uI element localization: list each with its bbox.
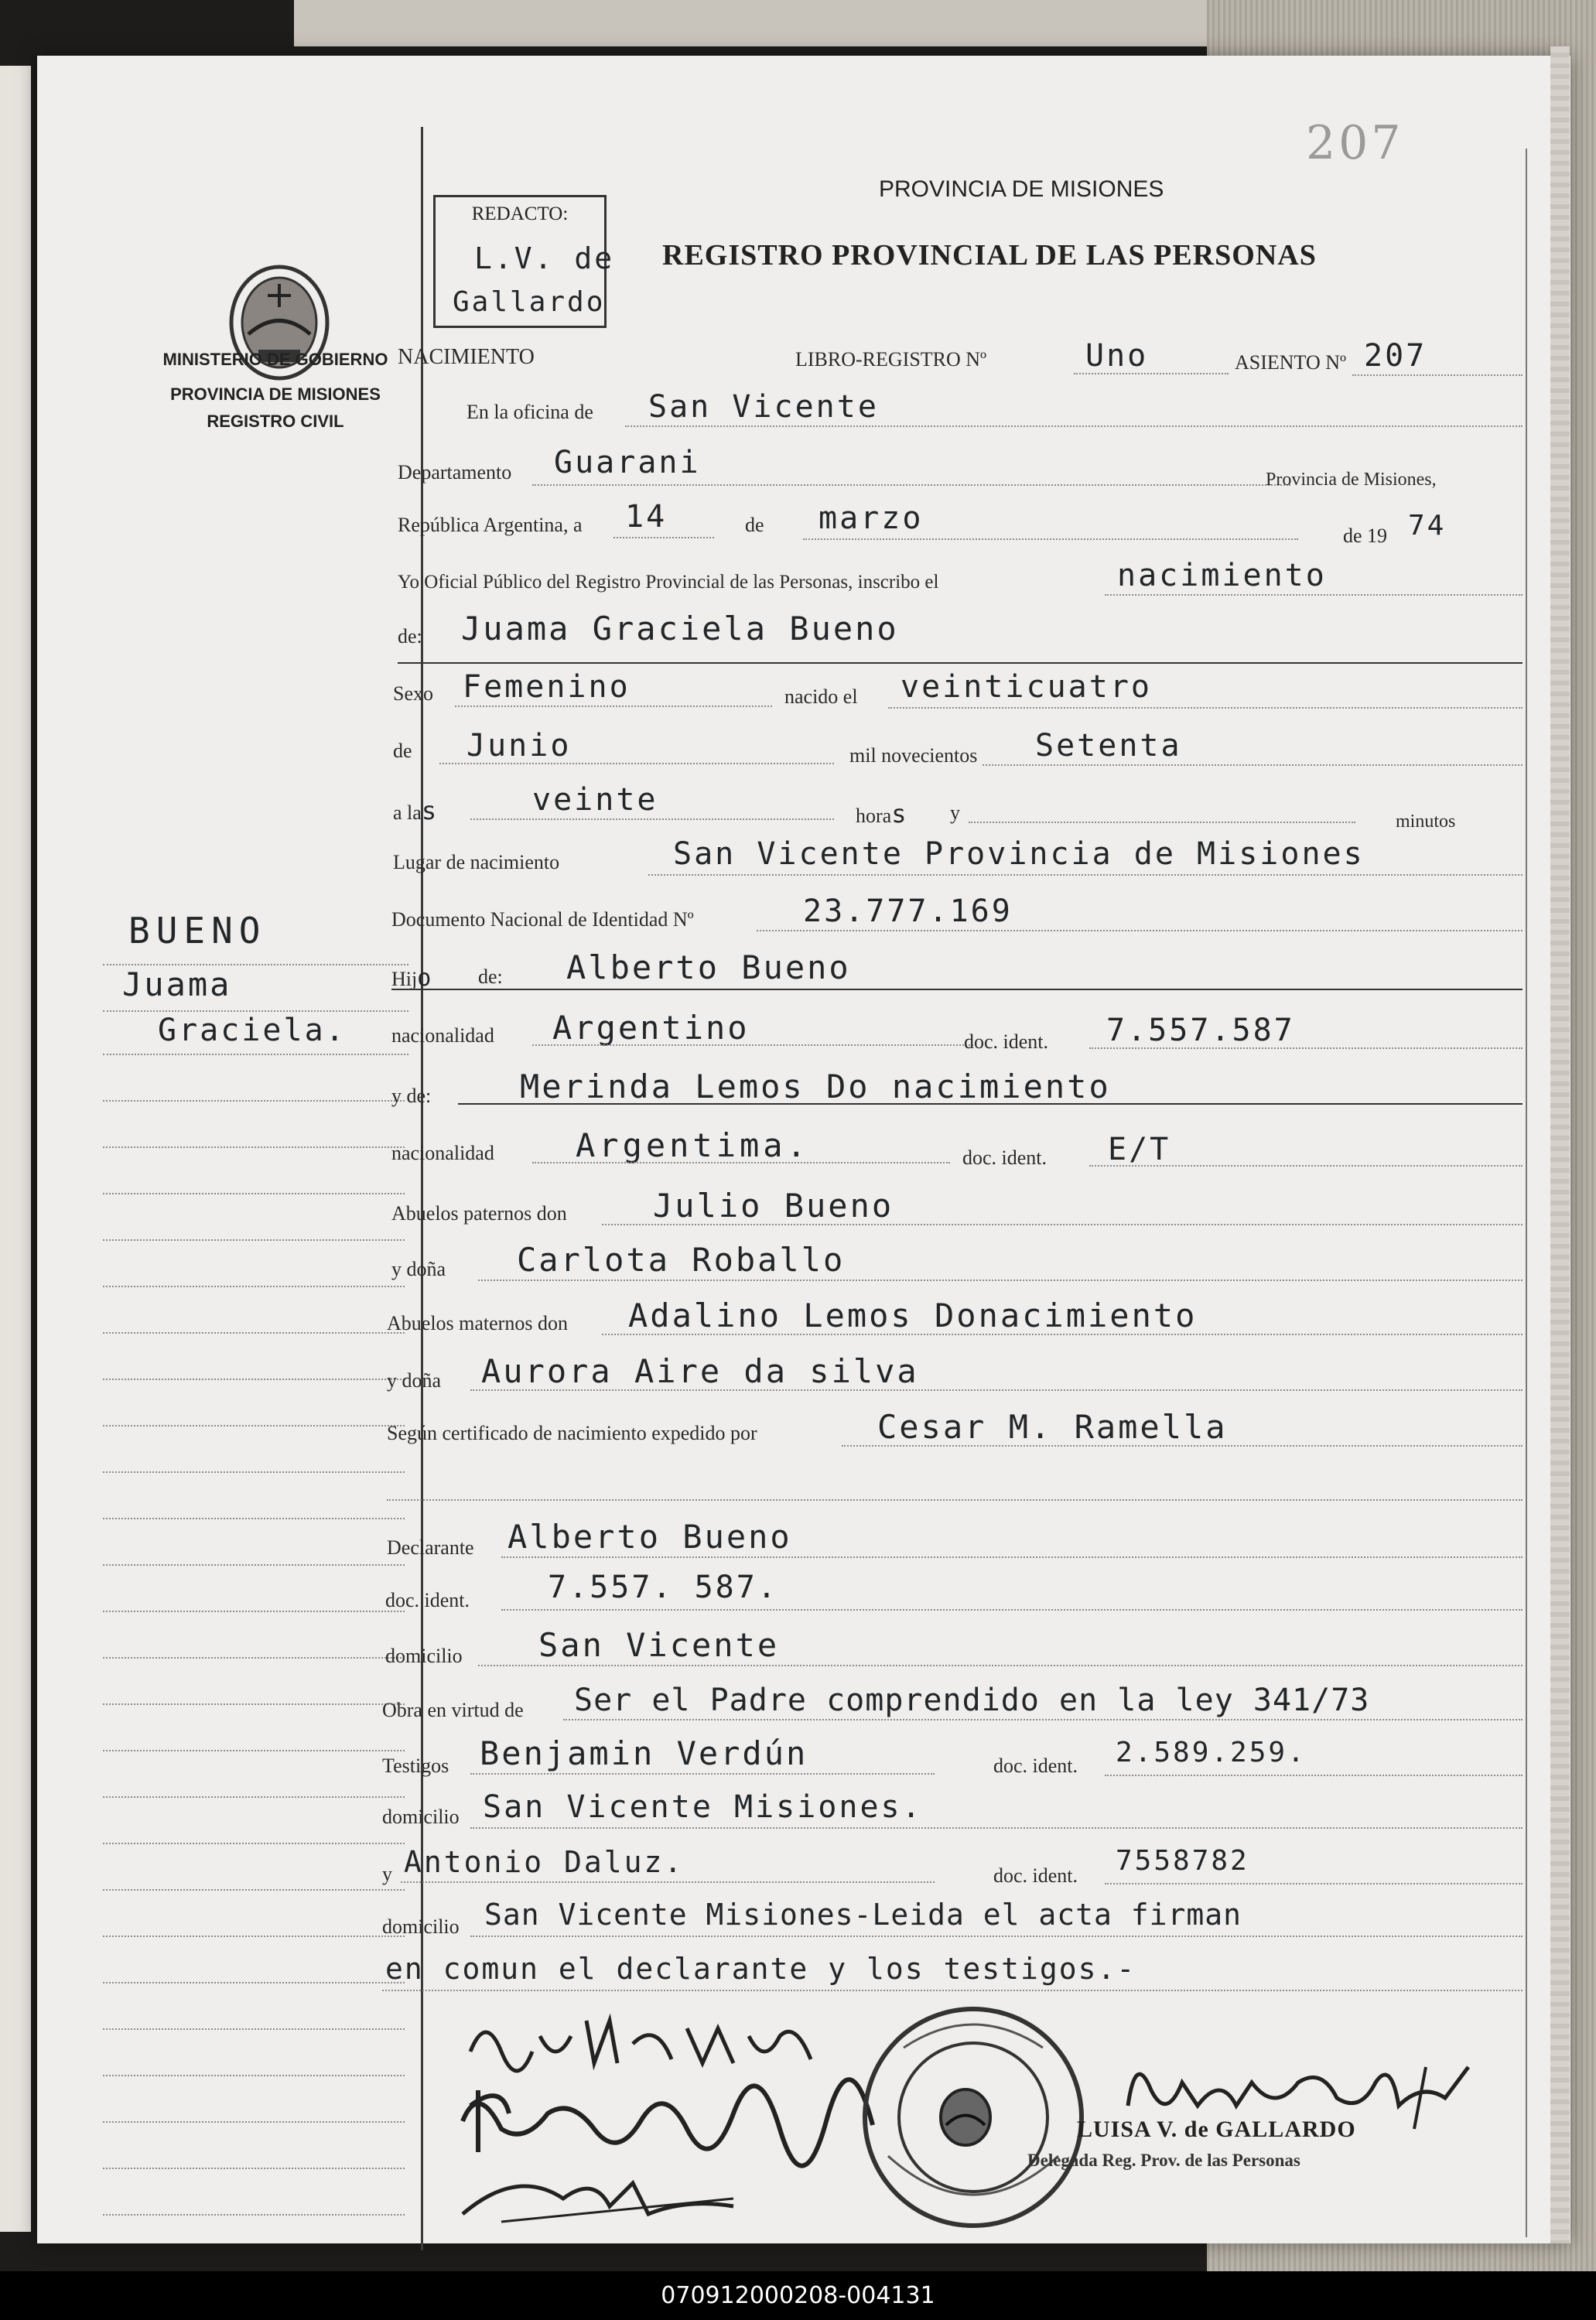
hijo-label xyxy=(391,967,433,990)
rule xyxy=(1105,1775,1523,1776)
mes-value: marzo xyxy=(819,501,924,536)
margin-line xyxy=(103,2121,405,2123)
rule xyxy=(470,1389,1523,1391)
horas-label xyxy=(856,799,909,829)
segun-value: Cesar M. Ramella xyxy=(877,1408,1228,1446)
rule xyxy=(1105,594,1523,596)
oficina-value: San Vicente xyxy=(648,389,879,425)
abpat-label: Abuelos paternos don xyxy=(391,1202,567,1225)
sexo-value: Femenino xyxy=(463,669,631,705)
solid-rule xyxy=(398,662,1523,664)
margin-line xyxy=(103,964,408,965)
mil-label: mil novecientos xyxy=(849,744,978,767)
madre-value: Merinda Lemos Do nacimiento xyxy=(520,1068,1111,1105)
margin-line xyxy=(103,1936,405,1937)
rule xyxy=(532,1044,973,1046)
margin-line xyxy=(103,2214,405,2216)
dni-value: 23.777.169 xyxy=(803,893,1013,929)
solid-rule xyxy=(458,1103,1523,1105)
ministry-line3: REGISTRO CIVIL xyxy=(207,412,344,431)
margin-line xyxy=(103,1564,405,1566)
province-heading: PROVINCIA DE MISIONES xyxy=(879,176,1164,202)
margin-line xyxy=(103,1146,405,1148)
margin-line xyxy=(103,1054,408,1055)
docid3-value: 7.557. 587. xyxy=(548,1570,778,1605)
margin-line xyxy=(103,1471,405,1473)
nac1-label: nacionalidad xyxy=(391,1024,494,1047)
margin-line xyxy=(103,2028,405,2030)
mil-value: Setenta xyxy=(1035,728,1182,764)
rule xyxy=(455,706,772,707)
rule xyxy=(478,1280,1523,1281)
rule xyxy=(532,484,1290,486)
docid4-value: 2.589.259. xyxy=(1116,1737,1307,1768)
margin-line xyxy=(103,1750,405,1751)
libro-label: LIBRO-REGISTRO Nº xyxy=(795,348,987,371)
margin-line xyxy=(103,1239,405,1241)
page-number: 207 xyxy=(1306,116,1404,170)
abmat-label: Abuelos maternos don xyxy=(387,1312,568,1334)
rule xyxy=(803,538,1298,540)
margin-line xyxy=(103,1100,405,1102)
margin-surname: BUENO xyxy=(128,910,267,952)
asiento-value: 207 xyxy=(1364,338,1427,374)
horas-s: s xyxy=(891,799,909,829)
docid1-label: doc. ident. xyxy=(964,1030,1049,1053)
domicilio1-value: San Vicente xyxy=(538,1626,780,1664)
yo-label: Yo Oficial Público del Registro Provincial de las Personas, inscribo el xyxy=(398,572,939,593)
asiento-label: ASIENTO Nº xyxy=(1235,351,1347,374)
horas-text: hora xyxy=(856,805,892,827)
page-stack-edge xyxy=(1550,46,1570,2243)
anio-value: 74 xyxy=(1408,510,1447,542)
hijo-de-label: de: xyxy=(478,965,503,988)
obra-value: Ser el Padre comprendido en la ley 341/73 xyxy=(574,1683,1370,1718)
declarante-value: Alberto Bueno xyxy=(508,1518,792,1556)
margin-line xyxy=(103,1286,405,1287)
segun-label: Según certificado de nacimiento expedido por xyxy=(387,1422,757,1444)
docid2-value: E/T xyxy=(1108,1132,1171,1167)
rule xyxy=(478,1665,1523,1666)
rule xyxy=(532,1162,950,1163)
previous-page-edge xyxy=(0,66,31,2232)
libro-value: Uno xyxy=(1085,338,1149,374)
inscribe-value: nacimiento xyxy=(1117,558,1327,593)
alas-s: s xyxy=(421,796,439,825)
rule xyxy=(602,1224,1523,1225)
margin-line xyxy=(103,1657,405,1659)
rule xyxy=(602,1334,1523,1335)
testigos-value: Benjamin Verdún xyxy=(480,1734,808,1772)
redacto-line1: L.V. de xyxy=(474,241,615,275)
docid5-value: 7558782 xyxy=(1116,1845,1249,1877)
republica-label: República Argentina, a xyxy=(398,514,583,536)
redacto-box xyxy=(433,195,615,328)
rule xyxy=(648,874,1523,876)
rule xyxy=(563,1719,1523,1720)
rule xyxy=(470,1827,1523,1829)
nacido-value: veinticuatro xyxy=(901,669,1152,705)
rule xyxy=(1074,373,1229,374)
rule xyxy=(1352,374,1523,376)
docid4-label: doc. ident. xyxy=(993,1755,1078,1777)
rule xyxy=(888,707,1523,709)
y-label: y xyxy=(950,801,960,824)
right-border-line xyxy=(1526,149,1527,2237)
margin-line xyxy=(103,1518,405,1519)
margin-line xyxy=(103,1843,405,1844)
margin-line xyxy=(103,1425,405,1427)
rule xyxy=(983,764,1523,766)
minutos-label: minutos xyxy=(1396,811,1456,832)
departamento-label: Departamento xyxy=(398,461,512,483)
nombre-value: Juama Graciela Bueno xyxy=(461,610,899,647)
hora-value: veinte xyxy=(532,782,658,818)
rule xyxy=(439,763,834,764)
de-label: de xyxy=(745,514,764,536)
nac2-value: Argentima. xyxy=(576,1126,810,1164)
rule xyxy=(842,1445,1523,1447)
abmat-value: Adalino Lemos Donacimiento xyxy=(628,1297,1198,1334)
mes-nac-value: Junio xyxy=(466,728,572,764)
margin-line xyxy=(103,1703,405,1705)
testigo2-value: Antonio Daluz. xyxy=(404,1845,685,1879)
type-label: NACIMIENTO xyxy=(398,345,535,369)
rule xyxy=(1105,1883,1523,1884)
margin-line xyxy=(103,1796,405,1798)
nacido-label: nacido el xyxy=(784,685,858,708)
margin-line xyxy=(103,1010,408,1012)
rule xyxy=(470,1773,935,1775)
footer-code: 070912000208-004131 xyxy=(0,2271,1596,2320)
margin-line xyxy=(103,1193,405,1194)
obra-label: Obra en virtud de xyxy=(382,1699,524,1721)
document-page xyxy=(37,56,1570,2243)
rule xyxy=(1089,1047,1523,1049)
sexo-label: Sexo xyxy=(393,682,433,705)
domicilio2-value: San Vicente Misiones. xyxy=(483,1789,923,1825)
ydona1-label: y doña xyxy=(391,1258,446,1280)
dia-value: 14 xyxy=(625,499,668,535)
docid5-label: doc. ident. xyxy=(993,1864,1078,1887)
domicilio3-value: San Vicente Misiones-Leida el acta firman xyxy=(484,1898,1242,1932)
domicilio2-label: domicilio xyxy=(382,1806,460,1828)
docid1-value: 7.557.587 xyxy=(1106,1013,1295,1048)
oficina-label: En la oficina de xyxy=(466,401,593,423)
departamento-value: Guarani xyxy=(554,445,701,480)
rule xyxy=(501,1609,1523,1611)
nac1-value: Argentino xyxy=(552,1009,750,1047)
margin-line xyxy=(103,2075,405,2076)
cierre-value: en comun el declarante y los testigos.- xyxy=(385,1952,1136,1986)
ydona1-value: Carlota Roballo xyxy=(517,1241,846,1279)
margin-line xyxy=(103,1379,405,1380)
redacto-label: REDACTO: xyxy=(471,203,569,224)
margin-line xyxy=(103,2168,405,2169)
lugar-value: San Vicente Provincia de Misiones xyxy=(673,836,1365,872)
yde-label: y de: xyxy=(391,1085,432,1107)
rule xyxy=(401,1881,935,1883)
registry-heading: REGISTRO PROVINCIAL DE LAS PERSONAS xyxy=(662,239,1317,272)
alas-label xyxy=(393,798,439,823)
ministry-line2: PROVINCIA DE MISIONES xyxy=(170,384,381,404)
docid3-label: doc. ident. xyxy=(385,1589,470,1611)
ministry-line1: MINISTERIO DE GOBIERNO xyxy=(162,350,388,369)
margin-given-name-2: Graciela. xyxy=(158,1013,347,1048)
margin-line xyxy=(103,1889,405,1891)
margin-given-name-1: Juama xyxy=(122,965,232,1003)
docid2-label: doc. ident. xyxy=(962,1146,1047,1169)
lugar-label: Lugar de nacimiento xyxy=(393,851,560,873)
nac2-label: nacionalidad xyxy=(391,1142,494,1164)
rule xyxy=(1089,1165,1523,1167)
stamp-crest-icon xyxy=(935,2086,996,2148)
redacto-line2: Gallardo xyxy=(453,286,606,318)
rule xyxy=(625,425,1523,427)
margin-line xyxy=(103,1982,405,1983)
rule xyxy=(613,537,714,538)
de2-label: de xyxy=(393,740,412,762)
ydona2-value: Aurora Aire da silva xyxy=(481,1352,919,1390)
solid-rule xyxy=(391,989,1523,990)
ydona2-label: y doña xyxy=(387,1369,442,1392)
hijo-text: Hij xyxy=(391,968,418,990)
anio-label: de 19 xyxy=(1343,524,1388,547)
alas-text: a la xyxy=(393,801,422,824)
domicilio1-label: domicilio xyxy=(385,1645,463,1667)
y2-label: y xyxy=(382,1863,392,1885)
margin-line xyxy=(103,1611,405,1612)
testigos-label: Testigos xyxy=(382,1755,449,1777)
provincia-label: Provincia de Misiones, xyxy=(1266,470,1437,490)
domicilio3-label: domicilio xyxy=(382,1915,460,1938)
dni-label: Documento Nacional de Identidad Nº xyxy=(391,908,694,931)
official-name: LUISA V. de GALLARDO xyxy=(1077,2117,1356,2142)
official-title: Delegada Reg. Prov. de las Personas xyxy=(1027,2151,1300,2170)
de-nombre-label: de: xyxy=(398,625,422,647)
rule xyxy=(387,1499,1523,1501)
rule xyxy=(757,930,1523,931)
margin-line xyxy=(103,1332,405,1334)
rule xyxy=(969,822,1355,823)
rule xyxy=(470,1936,1523,1937)
declarante-label: Declarante xyxy=(387,1536,474,1559)
abpat-value: Julio Bueno xyxy=(653,1187,894,1225)
rule xyxy=(501,1556,1523,1558)
padre-value: Alberto Bueno xyxy=(566,948,851,986)
rule xyxy=(470,818,834,820)
hijo-o: o xyxy=(417,965,434,992)
